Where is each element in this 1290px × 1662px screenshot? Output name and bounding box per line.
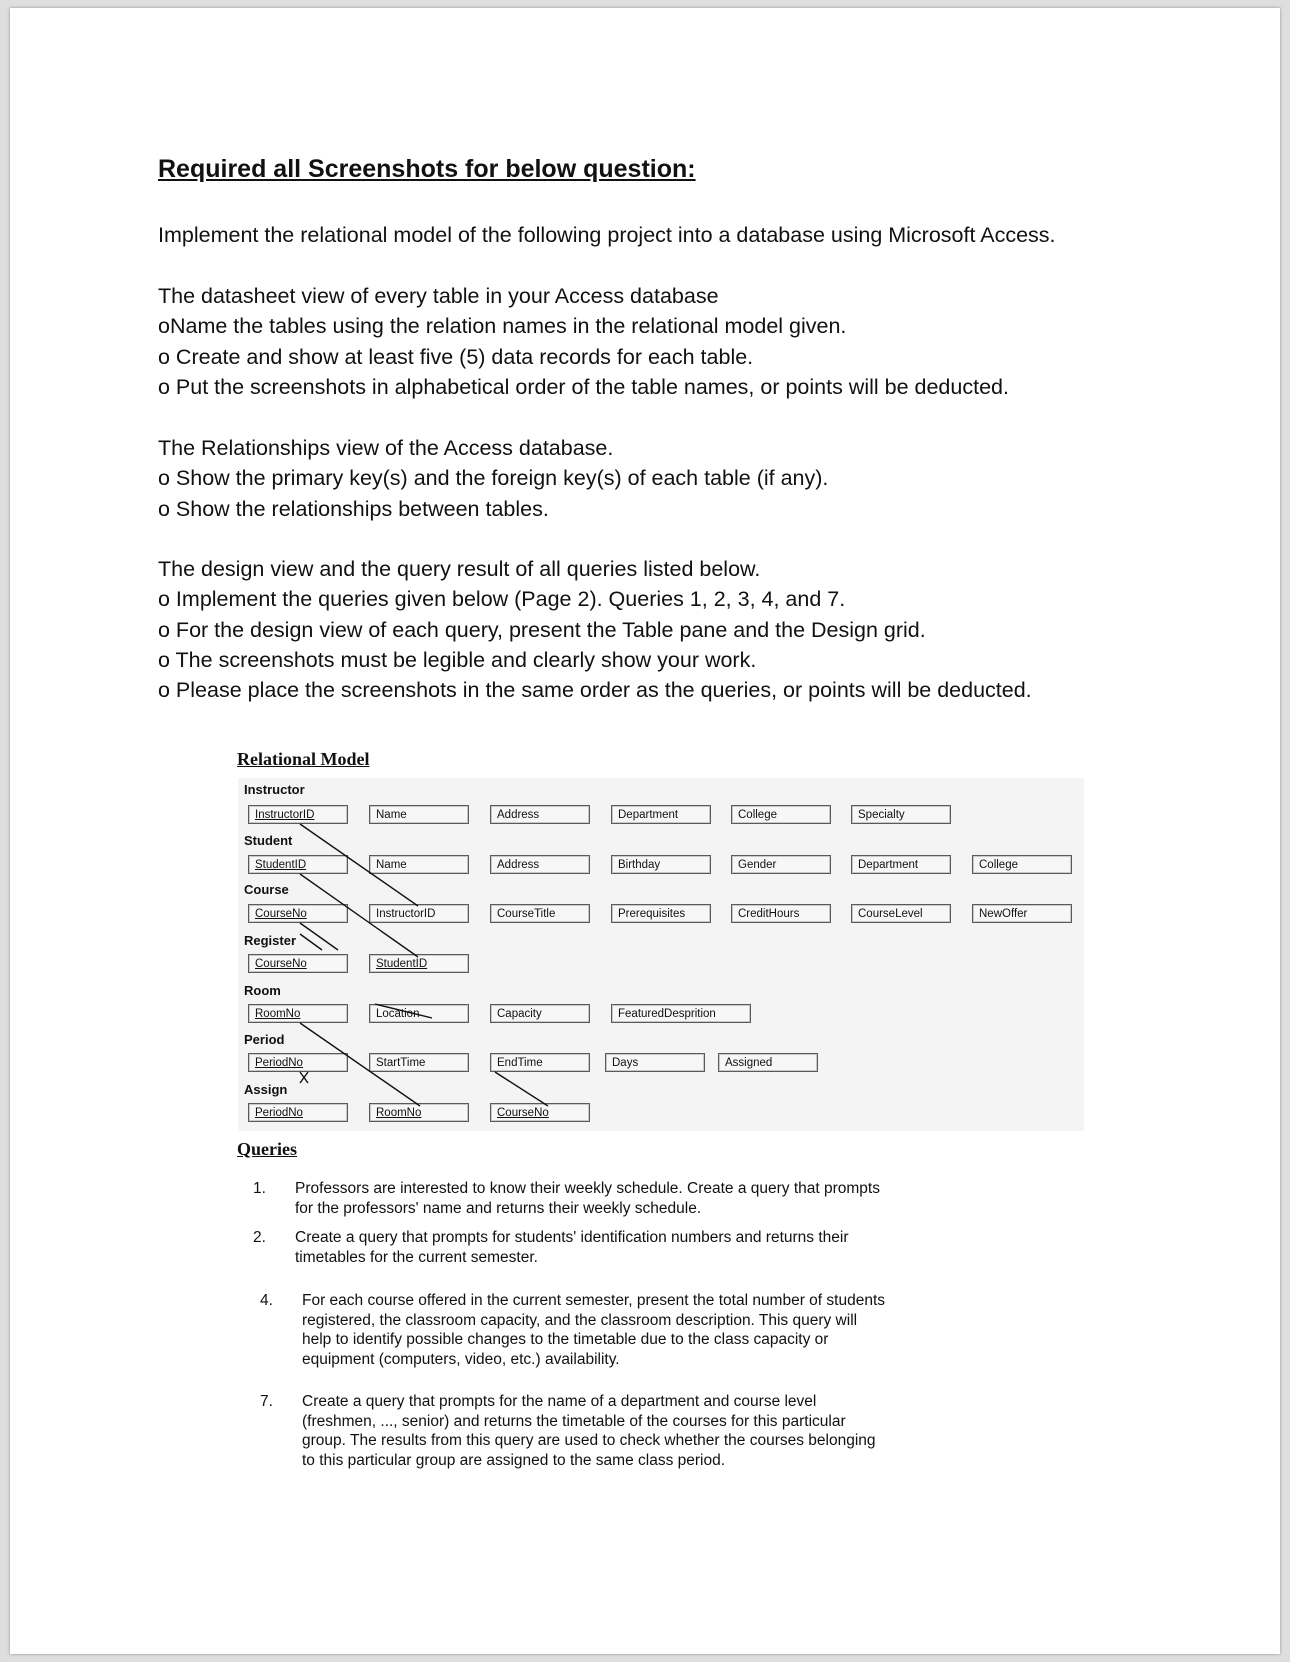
section-line: o Create and show at least five (5) data records for each table. [158, 344, 754, 369]
relation-name-assign: Assign [244, 1082, 288, 1097]
field-room-location: Location [369, 1004, 469, 1023]
field-course-courselevel: CourseLevel [851, 904, 951, 923]
field-instructor-college: College [731, 805, 831, 824]
relation-name-instructor: Instructor [244, 782, 305, 797]
field-student-department: Department [851, 855, 951, 874]
fk-line-course-register-a [300, 923, 338, 950]
field-assign-courseno: CourseNo [490, 1103, 590, 1122]
field-instructor-specialty: Specialty [851, 805, 951, 824]
query-number: 4. [260, 1292, 273, 1309]
query-number: 2. [253, 1229, 266, 1246]
query-line: For each course offered in the current semester, present the total number of students [302, 1292, 886, 1309]
field-student-name: Name [369, 855, 469, 874]
field-course-credithours: CreditHours [731, 904, 831, 923]
field-student-college: College [972, 855, 1072, 874]
relation-name-room: Room [244, 983, 281, 998]
section-line: The design view and the query result of all queries listed below. [158, 557, 761, 581]
section-line: o Please place the screenshots in the same order as the queries, or points will be deducted. [158, 678, 1032, 703]
field-period-periodno: PeriodNo [248, 1053, 348, 1072]
query-text [302, 1291, 885, 1369]
query-number: 7. [260, 1393, 273, 1410]
field-student-birthday: Birthday [611, 855, 711, 874]
field-register-courseno: CourseNo [248, 954, 348, 973]
field-student-address: Address [490, 855, 590, 874]
section-line: o Put the screenshots in alphabetical order of the table names, or points will be deducted. [158, 374, 1009, 399]
field-assign-periodno: PeriodNo [248, 1103, 348, 1122]
field-course-newoffer: NewOffer [972, 904, 1072, 923]
queries-title: Queries [237, 1139, 297, 1159]
fk-line-course-assign [495, 1072, 548, 1106]
query-line: equipment (computers, video, etc.) availability. [302, 1350, 620, 1368]
section-line: The datasheet view of every table in your Access database [158, 284, 719, 308]
field-instructor-address: Address [490, 805, 590, 824]
query-line: Create a query that prompts for the name of a department and course level [302, 1393, 817, 1410]
field-period-endtime: EndTime [490, 1053, 590, 1072]
field-course-prerequisites: Prerequisites [611, 904, 711, 923]
field-course-coursetitle: CourseTitle [490, 904, 590, 923]
field-course-instructorid: InstructorID [369, 904, 469, 923]
field-period-starttime: StartTime [369, 1053, 469, 1072]
query-line: Create a query that prompts for students' identification numbers and returns their [295, 1229, 849, 1246]
section-line: oName the tables using the relation names in the relational model given. [158, 314, 847, 339]
relation-name-course: Course [244, 882, 289, 897]
field-student-studentid: StudentID [248, 855, 348, 874]
relation-name-period: Period [244, 1032, 285, 1047]
section-line: o Implement the queries given below (Page 2). Queries 1, 2, 3, 4, and 7. [158, 587, 846, 612]
query-line: help to identify possible changes to the timetable due to the class capacity or [302, 1331, 829, 1348]
field-instructor-instructorid: InstructorID [248, 805, 348, 824]
page-heading: Required all Screenshots for below question: [158, 155, 696, 183]
query-line: (freshmen, ..., senior) and returns the timetable of the courses for this particular [302, 1412, 846, 1430]
field-instructor-department: Department [611, 805, 711, 824]
section-line: o Show the relationships between tables. [158, 496, 549, 521]
section-line: o The screenshots must be legible and clearly show your work. [158, 647, 757, 672]
fk-line-instructor-course [300, 824, 418, 906]
query-text [295, 1228, 849, 1267]
field-period-assigned: Assigned [718, 1053, 818, 1072]
relational-model-title: Relational Model [237, 749, 370, 769]
section-line: The Relationships view of the Access database. [158, 436, 614, 460]
section-line: o For the design view of each query, present the Table pane and the Design grid. [158, 617, 926, 642]
query-line: to this particular group are assigned to the same class period. [302, 1451, 726, 1469]
fk-line-student-register [300, 874, 418, 957]
query-text [302, 1392, 876, 1470]
field-assign-roomno: RoomNo [369, 1103, 469, 1122]
field-instructor-name: Name [369, 805, 469, 824]
relation-name-student: Student [244, 833, 293, 848]
field-period-days: Days [605, 1053, 705, 1072]
query-line: timetables for the current semester. [295, 1248, 538, 1266]
query-line: for the professors' name and returns their weekly schedule. [295, 1199, 702, 1217]
section-line: o Show the primary key(s) and the foreign key(s) of each table (if any). [158, 466, 829, 491]
relation-name-register: Register [244, 933, 297, 948]
field-course-courseno: CourseNo [248, 904, 348, 923]
field-room-roomno: RoomNo [248, 1004, 348, 1023]
field-room-capacity: Capacity [490, 1004, 590, 1023]
field-room-featureddesprition: FeaturedDesprition [611, 1004, 751, 1023]
fk-line-room-assign [300, 1023, 420, 1106]
query-line: group. The results from this query are used to check whether the courses belonging [302, 1432, 876, 1449]
query-line: Professors are interested to know their weekly schedule. Create a query that prompts [295, 1180, 880, 1197]
query-line: registered, the classroom capacity, and the classroom description. This query will [302, 1311, 858, 1329]
fk-line-location [375, 1004, 432, 1018]
query-number: 1. [253, 1180, 266, 1197]
field-student-gender: Gender [731, 855, 831, 874]
query-text [295, 1179, 880, 1218]
field-register-studentid: StudentID [369, 954, 469, 973]
intro-text: Implement the relational model of the following project into a database using Microsoft Access. [158, 223, 1056, 247]
